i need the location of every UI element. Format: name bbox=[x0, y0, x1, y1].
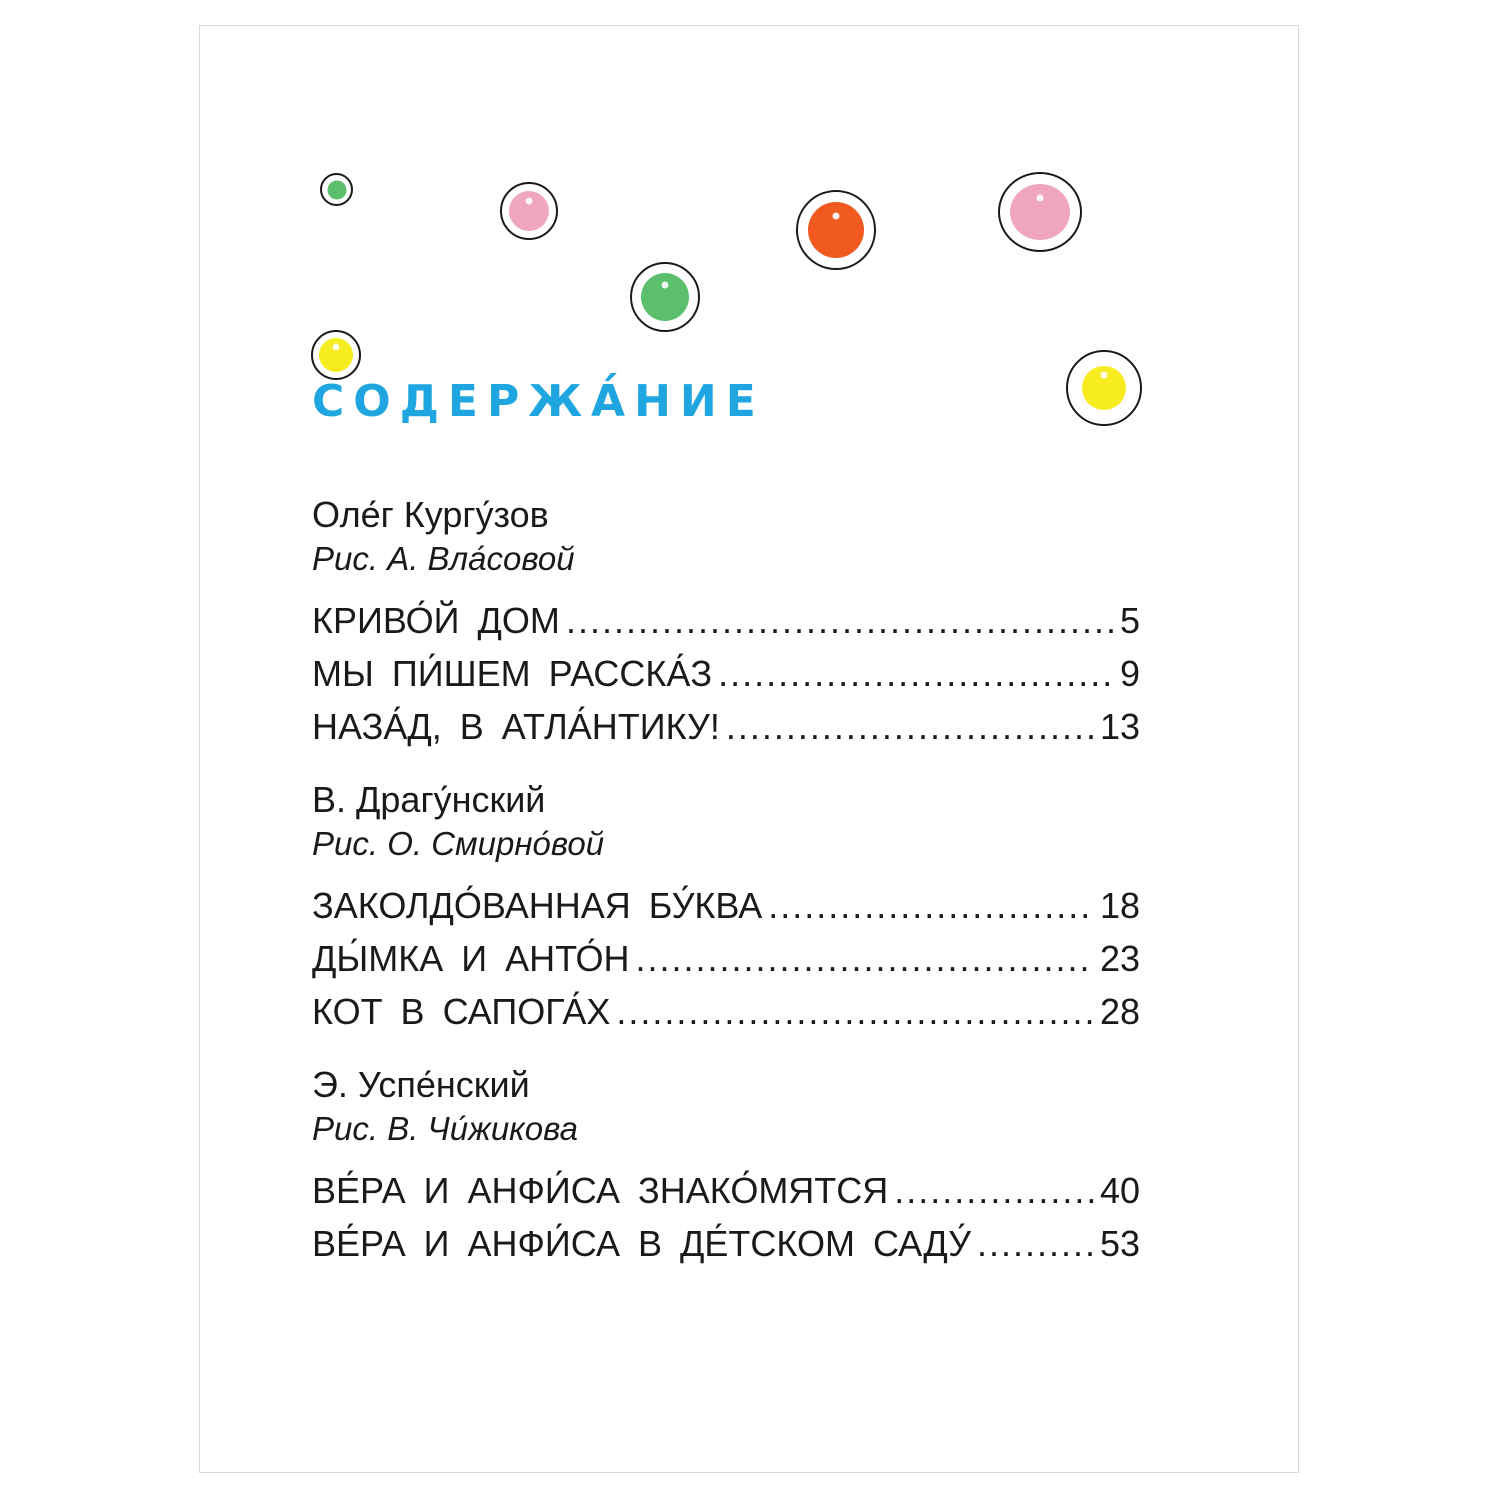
toc-entry[interactable] bbox=[312, 1164, 1140, 1217]
toc-entry[interactable] bbox=[312, 647, 1140, 700]
entry-page: 53 bbox=[1099, 1223, 1140, 1264]
illustrator-name: Рис. О. Смирно́вой bbox=[312, 825, 605, 862]
dot-leader bbox=[977, 1217, 1094, 1270]
toc-entry[interactable] bbox=[312, 879, 1140, 932]
toc-entry[interactable] bbox=[312, 594, 1140, 647]
dot-pink-icon bbox=[500, 182, 558, 240]
entry-title: КОТ В САПОГА́Х bbox=[312, 991, 611, 1032]
toc-entry[interactable] bbox=[312, 700, 1140, 753]
entry-page: 28 bbox=[1099, 991, 1140, 1032]
author-name: В. Драгу́нский bbox=[312, 779, 546, 820]
dot-yellow-right-icon bbox=[1066, 350, 1142, 426]
dot-leader bbox=[718, 647, 1114, 700]
section-kurguzov bbox=[312, 492, 1140, 753]
section-dragunsky bbox=[312, 777, 1140, 1038]
entry-page: 5 bbox=[1119, 600, 1140, 641]
entry-page: 23 bbox=[1099, 938, 1140, 979]
entry-title: ЗАКОЛДО́ВАННАЯ БУ́КВА bbox=[312, 885, 763, 926]
dot-leader bbox=[894, 1164, 1094, 1217]
dot-leader bbox=[768, 879, 1094, 932]
entry-page: 40 bbox=[1099, 1170, 1140, 1211]
dot-green-icon bbox=[630, 262, 700, 332]
dot-leader bbox=[566, 594, 1114, 647]
dot-leader bbox=[726, 700, 1094, 753]
dot-red-icon bbox=[796, 190, 876, 270]
entry-title: МЫ ПИ́ШЕМ РАССКА́З bbox=[312, 653, 713, 694]
dot-pink-large-icon bbox=[998, 172, 1082, 252]
author-name: Оле́г Кургу́зов bbox=[312, 494, 549, 535]
dot-leader bbox=[635, 932, 1093, 985]
entry-title: КРИВО́Й ДОМ bbox=[312, 600, 560, 641]
toc-entry[interactable] bbox=[312, 985, 1140, 1038]
author-name: Э. Успе́нский bbox=[312, 1064, 530, 1105]
entry-page: 13 bbox=[1099, 706, 1140, 747]
entry-page: 18 bbox=[1099, 885, 1140, 926]
entry-title: ВЕ́РА И АНФИ́СА В ДЕ́ТСКОМ САДУ́ bbox=[312, 1223, 972, 1264]
illustrator-name: Рис. А. Вла́совой bbox=[312, 540, 575, 577]
table-of-contents bbox=[312, 492, 1140, 1270]
toc-entry[interactable] bbox=[312, 932, 1140, 985]
section-uspensky bbox=[312, 1062, 1140, 1270]
entry-title: ДЫ́МКА И АНТО́Н bbox=[312, 938, 630, 979]
toc-entry[interactable] bbox=[312, 1217, 1140, 1270]
entry-page: 9 bbox=[1119, 653, 1140, 694]
dot-yellow-left-icon bbox=[311, 330, 361, 380]
page-title: СОДЕРЖА́НИЕ bbox=[312, 376, 765, 427]
entry-title: НАЗА́Д, В АТЛА́НТИКУ! bbox=[312, 706, 720, 747]
illustrator-name: Рис. В. Чи́жикова bbox=[312, 1110, 578, 1147]
entry-title: ВЕ́РА И АНФИ́СА ЗНАКО́МЯТСЯ bbox=[312, 1170, 889, 1211]
dot-green-small-icon bbox=[320, 173, 353, 206]
dot-leader bbox=[616, 985, 1094, 1038]
